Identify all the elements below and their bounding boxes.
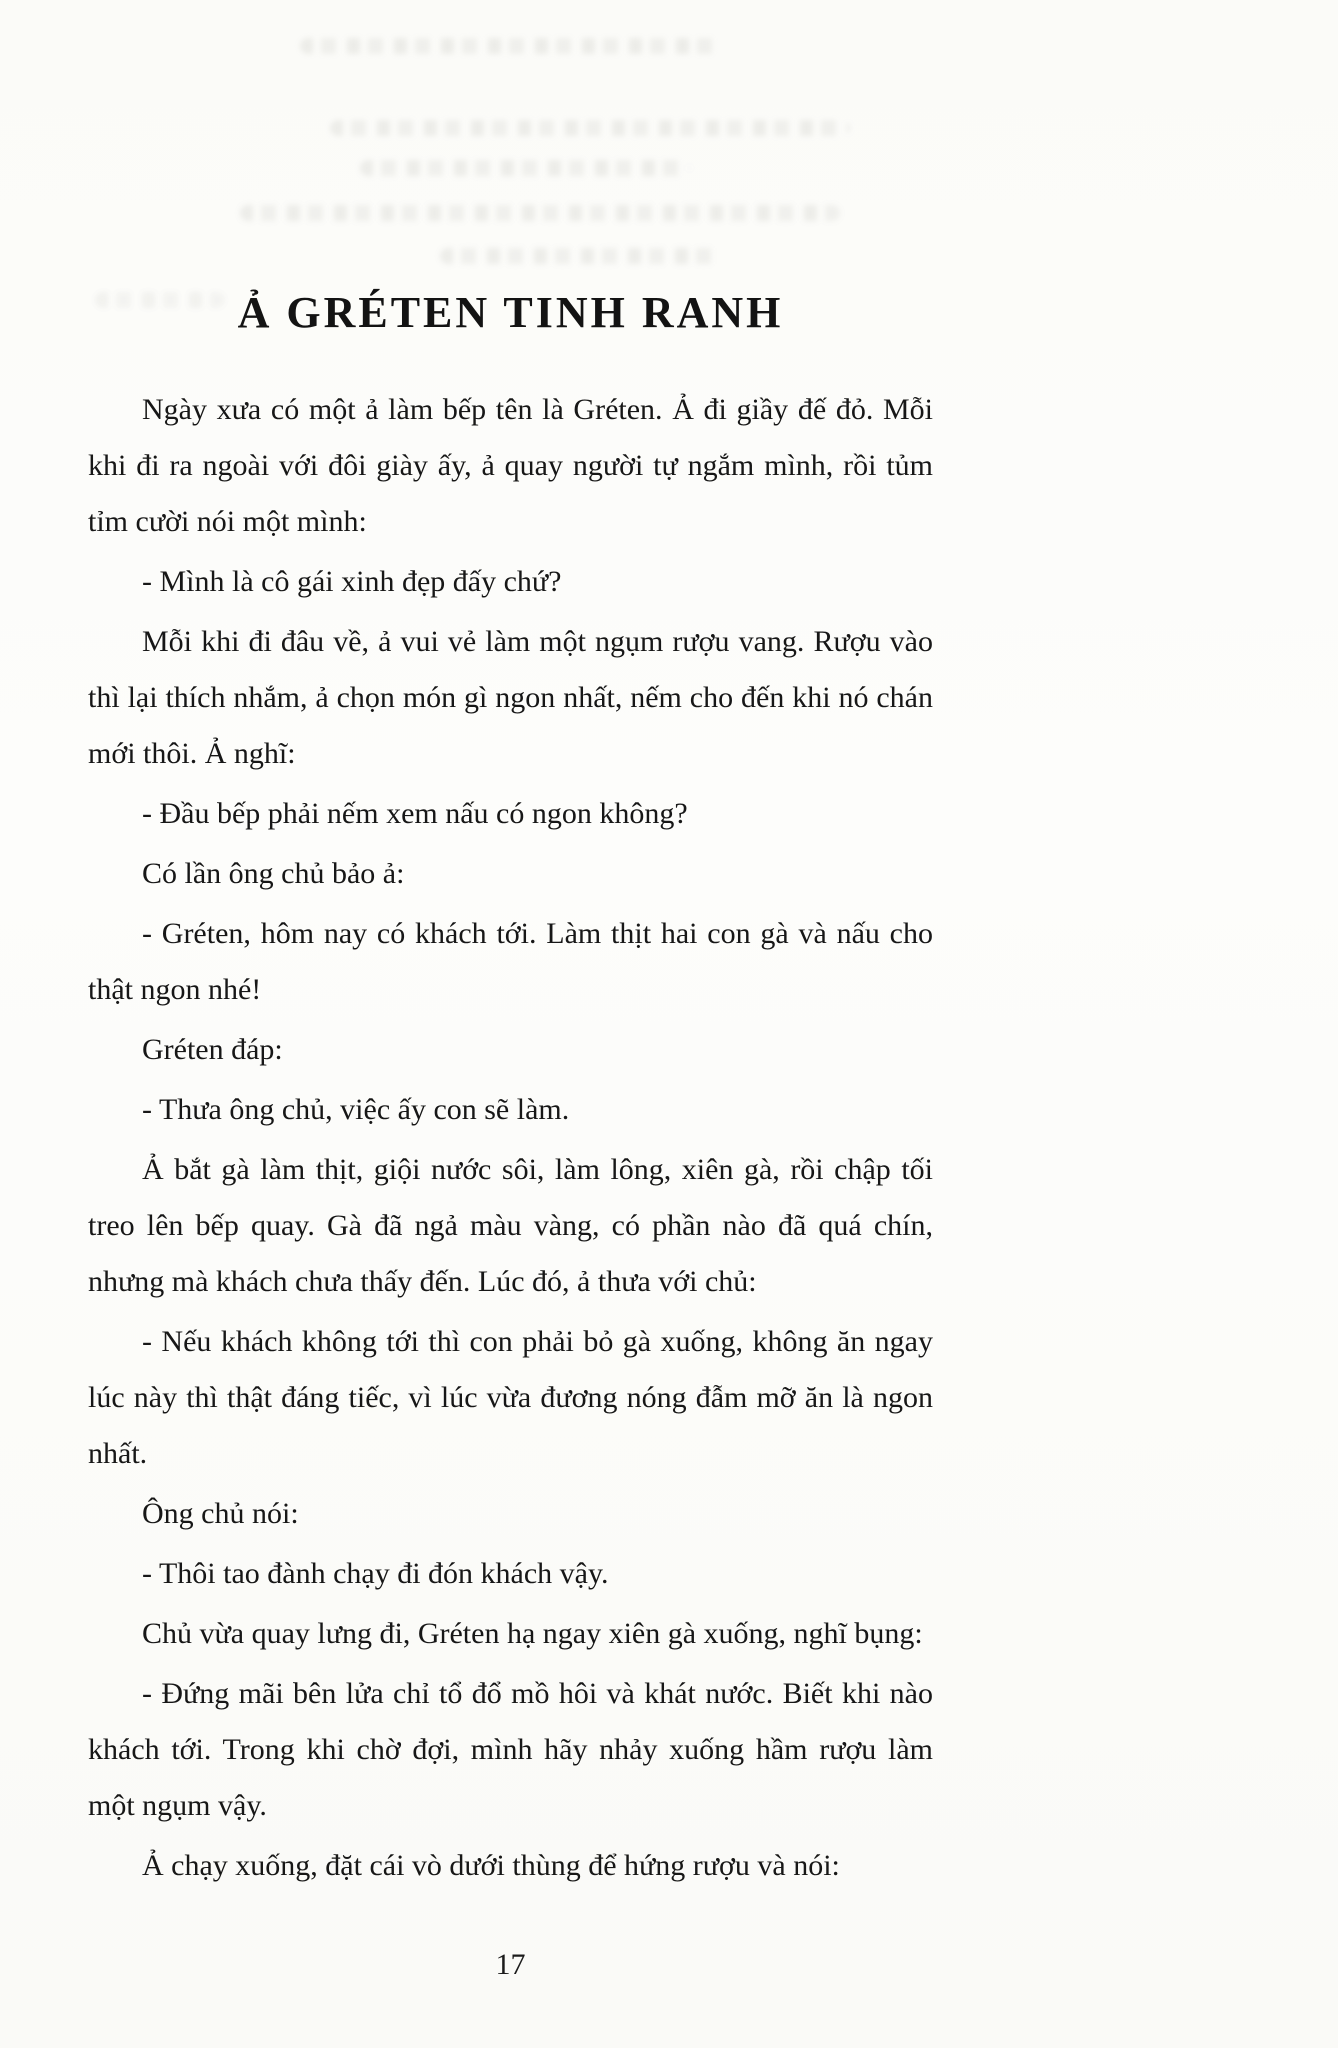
page-number: 17: [495, 1948, 526, 1981]
story-title: Ả GRÉTEN TINH RANH: [237, 288, 784, 337]
story-paragraph-dialogue: - Mình là cô gái xinh đẹp đấy chứ?: [142, 565, 562, 598]
bleedthrough-artifact: [360, 160, 690, 176]
story-paragraph: Ngày xưa có một ả làm bếp tên là Gréten. Ả đi giầy đế đỏ. Mỗi khi đi ra ngoài với đôi giày ấy, ả quay người tự ngắm mình, rồi tủm tỉm cười nói một mình:: [88, 393, 933, 538]
bleedthrough-artifact: [440, 248, 720, 264]
story-paragraph: Ả chạy xuống, đặt cái vò dưới thùng để hứng rượu và nói:: [142, 1849, 840, 1882]
story-paragraph-dialogue: - Thôi tao đành chạy đi đón khách vậy.: [142, 1557, 609, 1590]
story-paragraph-dialogue: - Đứng mãi bên lửa chỉ tổ đổ mồ hôi và khát nước. Biết khi nào khách tới. Trong khi chờ đợi, mình hãy nhảy xuống hầm rượu làm một ngụm vậy.: [88, 1677, 933, 1822]
story-paragraph-dialogue: - Nếu khách không tới thì con phải bỏ gà xuống, không ăn ngay lúc này thì thật đáng tiếc, vì lúc vừa đương nóng đẫm mỡ ăn là ngon nhất.: [88, 1325, 933, 1470]
story-paragraph: Ả bắt gà làm thịt, giội nước sôi, làm lông, xiên gà, rồi chập tối treo lên bếp quay. Gà đã ngả màu vàng, có phần nào đã quá chín, nhưng mà khách chưa thấy đến. Lúc đó, ả thưa với chủ:: [88, 1153, 933, 1298]
story-paragraph: Gréten đáp:: [142, 1033, 283, 1066]
story-paragraph: Ông chủ nói:: [142, 1497, 299, 1530]
bleedthrough-artifact: [330, 120, 850, 136]
story-paragraph: Chủ vừa quay lưng đi, Gréten hạ ngay xiên gà xuống, nghĩ bụng:: [142, 1617, 923, 1650]
bleedthrough-artifact: [240, 205, 840, 221]
story-paragraph: Có lần ông chủ bảo ả:: [142, 857, 405, 890]
bleedthrough-artifact: [300, 38, 720, 54]
story-paragraph: Mỗi khi đi đâu về, ả vui vẻ làm một ngụm rượu vang. Rượu vào thì lại thích nhắm, ả chọn món gì ngon nhất, nếm cho đến khi nó chán mới thôi. Ả nghĩ:: [88, 625, 933, 770]
story-paragraph-dialogue: - Đầu bếp phải nếm xem nấu có ngon không?: [142, 797, 688, 830]
story-paragraph-dialogue: - Thưa ông chủ, việc ấy con sẽ làm.: [142, 1093, 570, 1126]
story-text: [88, 382, 933, 1898]
story-paragraph-dialogue: - Gréten, hôm nay có khách tới. Làm thịt hai con gà và nấu cho thật ngon nhé!: [88, 917, 933, 1006]
